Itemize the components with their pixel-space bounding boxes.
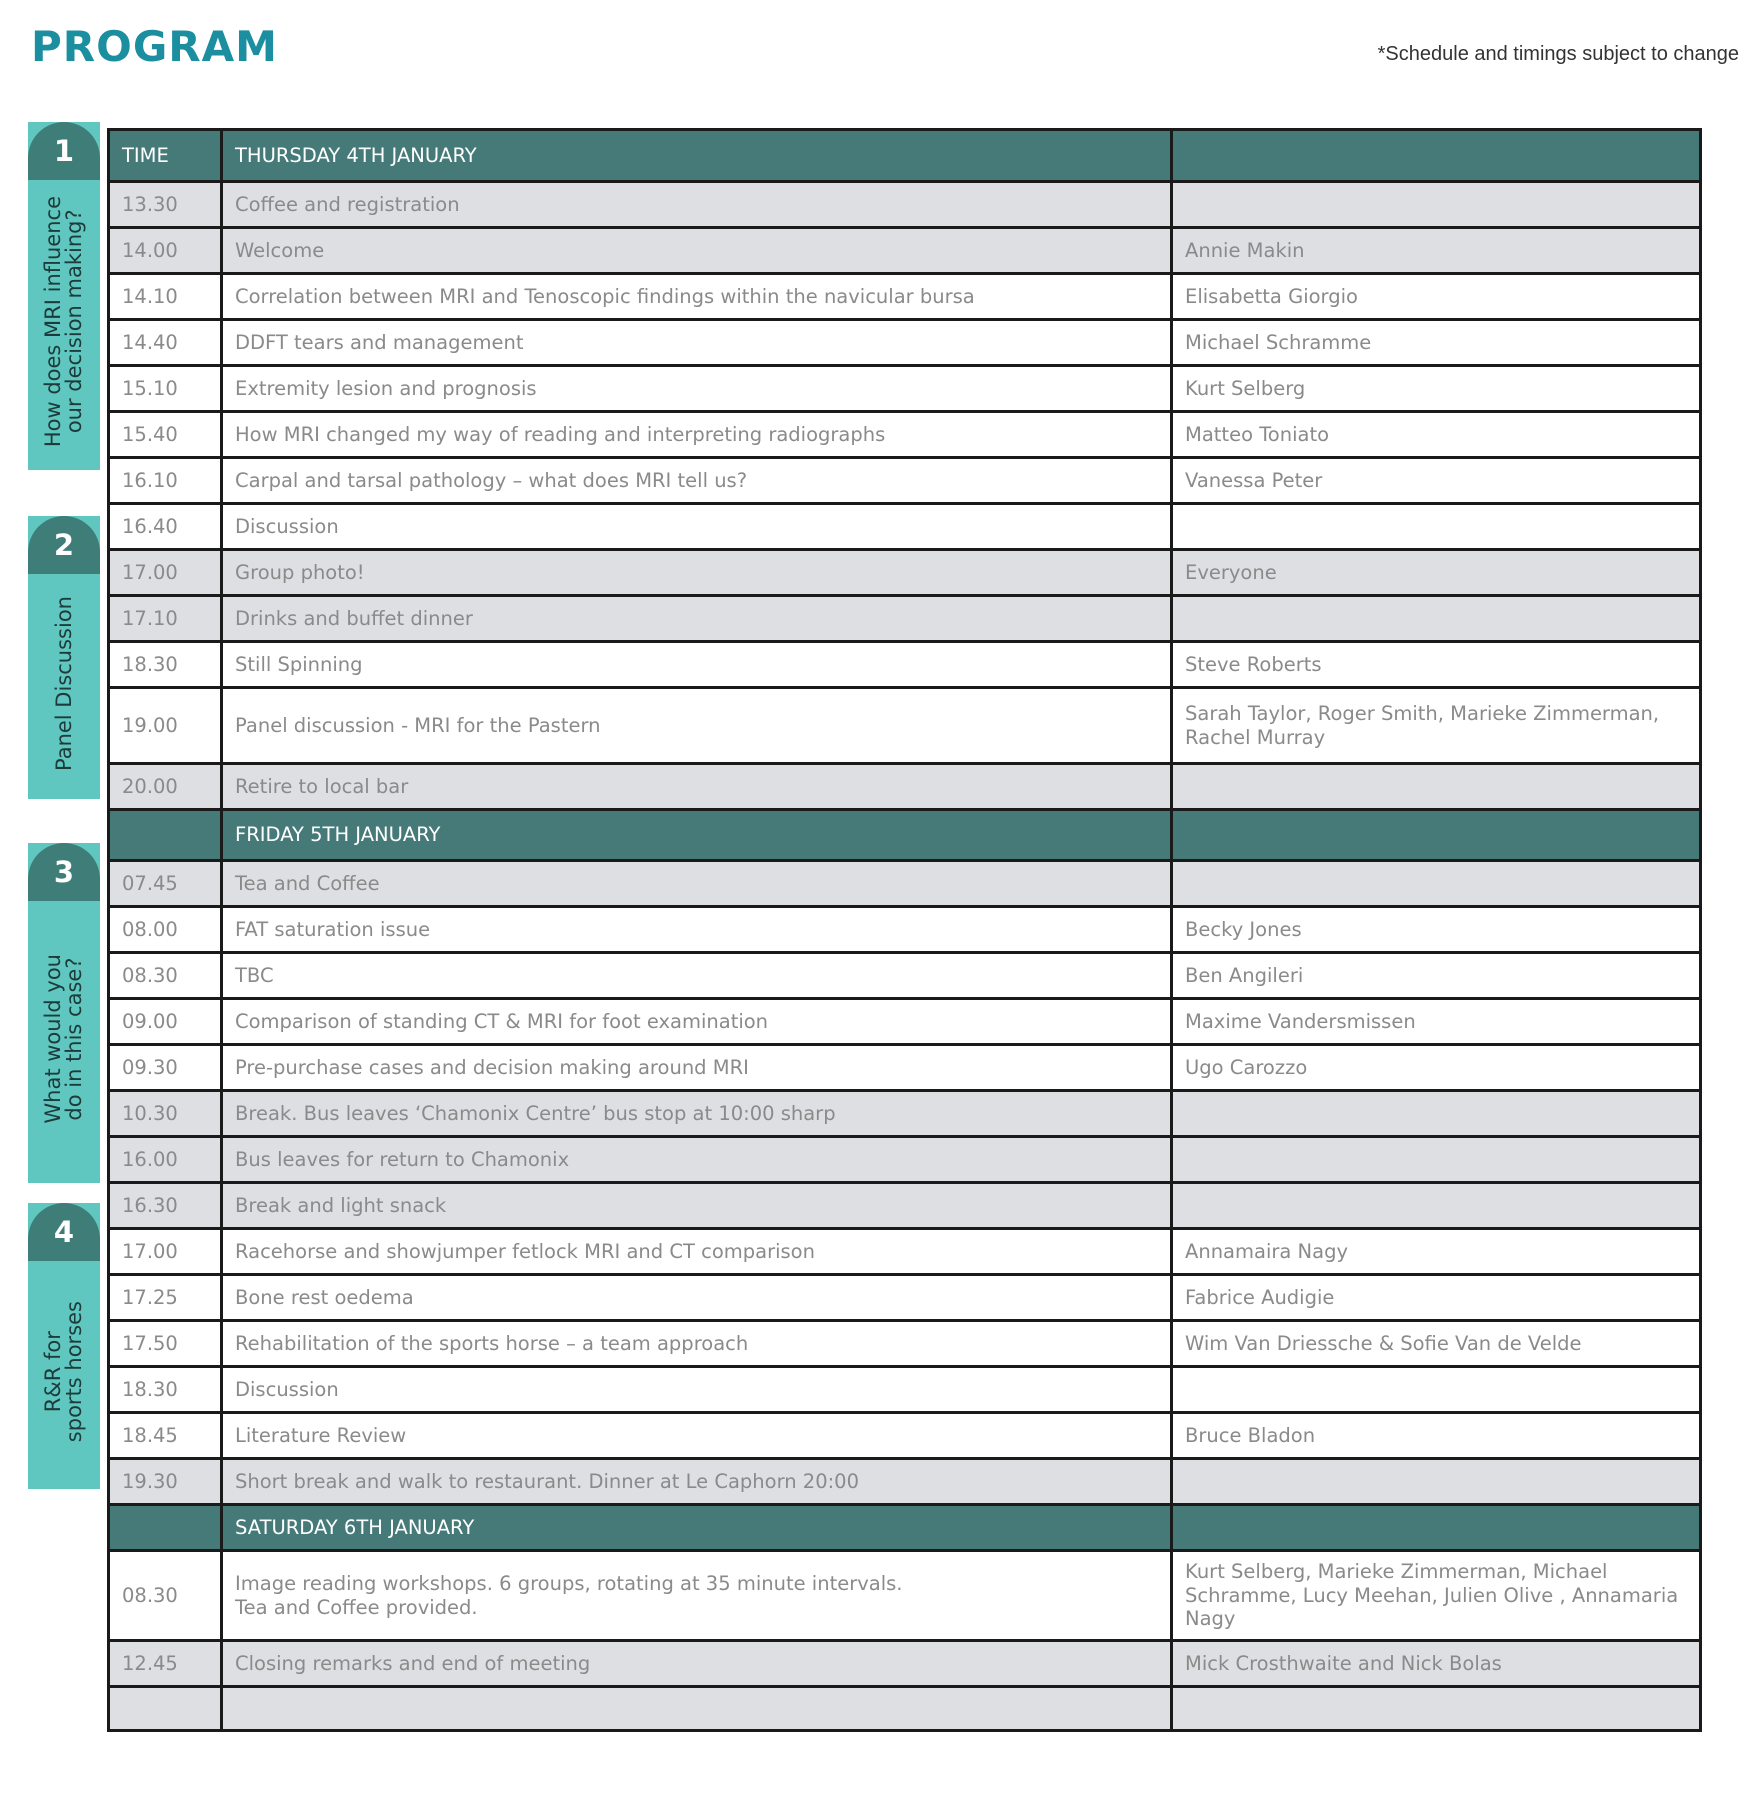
time-cell: 16.30	[110, 1184, 220, 1227]
speaker-cell: Steve Roberts	[1170, 643, 1699, 686]
page-title: PROGRAM	[31, 22, 278, 71]
session-cell: Rehabilitation of the sports horse – a team approach	[220, 1322, 1170, 1365]
time-cell: 17.50	[110, 1322, 220, 1365]
session-cell: Break and light snack	[220, 1184, 1170, 1227]
session-cell: Retire to local bar	[220, 765, 1170, 808]
speaker-cell: Mick Crosthwaite and Nick Bolas	[1170, 1642, 1699, 1685]
session-cell: Tea and Coffee	[220, 862, 1170, 905]
session-cell: DDFT tears and management	[220, 321, 1170, 364]
time-cell: 18.30	[110, 643, 220, 686]
session-cell: Discussion	[220, 505, 1170, 548]
table-row	[110, 1089, 1699, 1135]
time-cell: 15.40	[110, 413, 220, 456]
table-row	[110, 951, 1699, 997]
table-row	[110, 456, 1699, 502]
section-label: How does MRI influence our decision making?	[41, 196, 86, 448]
speaker-cell	[1170, 765, 1699, 808]
section-tab-2	[28, 516, 100, 799]
speaker-cell: Everyone	[1170, 551, 1699, 594]
speaker-cell	[1170, 183, 1699, 226]
speaker-cell	[1170, 1092, 1699, 1135]
time-cell: 08.00	[110, 908, 220, 951]
table-row	[110, 1043, 1699, 1089]
table-row	[110, 1227, 1699, 1273]
time-cell: 17.00	[110, 1230, 220, 1273]
time-cell: 09.30	[110, 1046, 220, 1089]
section-number: 3	[28, 843, 100, 901]
time-cell: 19.30	[110, 1460, 220, 1503]
time-cell: 16.00	[110, 1138, 220, 1181]
section-label: What would you do in this case?	[41, 954, 86, 1124]
session-cell: Comparison of standing CT & MRI for foot examination	[220, 1000, 1170, 1043]
table-row	[110, 1639, 1699, 1685]
session-cell	[220, 1688, 1170, 1729]
schedule-note: *Schedule and timings subject to change	[1377, 43, 1739, 65]
time-cell: 20.00	[110, 765, 220, 808]
speaker-cell: Michael Schramme	[1170, 321, 1699, 364]
table-row	[110, 859, 1699, 905]
speaker-cell	[1170, 1688, 1699, 1729]
table-row	[110, 226, 1699, 272]
day-header-row	[110, 1503, 1699, 1549]
speaker-cell: Ugo Carozzo	[1170, 1046, 1699, 1089]
table-row	[110, 1457, 1699, 1503]
speaker-cell	[1170, 1506, 1699, 1549]
time-cell: 09.00	[110, 1000, 220, 1043]
session-cell: FAT saturation issue	[220, 908, 1170, 951]
speaker-cell: Kurt Selberg, Marieke Zimmerman, Michael Schramme, Lucy Meehan, Julien Olive , Annamaria Nagy	[1170, 1552, 1699, 1639]
speaker-cell: Fabrice Audigie	[1170, 1276, 1699, 1319]
session-cell: SATURDAY 6TH JANUARY	[220, 1506, 1170, 1549]
table-row	[110, 1365, 1699, 1411]
session-cell: Discussion	[220, 1368, 1170, 1411]
session-cell: Image reading workshops. 6 groups, rotating at 35 minute intervals. Tea and Coffee provided.	[220, 1552, 1170, 1639]
session-cell: FRIDAY 5TH JANUARY	[220, 811, 1170, 859]
section-tab-3	[28, 843, 100, 1183]
speaker-cell	[1170, 862, 1699, 905]
speaker-cell: Annie Makin	[1170, 229, 1699, 272]
section-label: R&R for sports horses	[41, 1301, 86, 1443]
session-cell: Carpal and tarsal pathology – what does MRI tell us?	[220, 459, 1170, 502]
session-cell: Welcome	[220, 229, 1170, 272]
table-row	[110, 502, 1699, 548]
time-cell: 17.25	[110, 1276, 220, 1319]
session-cell: How MRI changed my way of reading and interpreting radiographs	[220, 413, 1170, 456]
day-header-row	[110, 131, 1699, 180]
time-cell: TIME	[110, 131, 220, 180]
time-cell	[110, 811, 220, 859]
time-cell: 08.30	[110, 954, 220, 997]
speaker-cell: Ben Angileri	[1170, 954, 1699, 997]
time-cell: 19.00	[110, 689, 220, 762]
session-cell: Correlation between MRI and Tenoscopic findings within the navicular bursa	[220, 275, 1170, 318]
session-cell: Coffee and registration	[220, 183, 1170, 226]
table-row	[110, 1135, 1699, 1181]
time-cell: 10.30	[110, 1092, 220, 1135]
table-row	[110, 548, 1699, 594]
speaker-cell: Becky Jones	[1170, 908, 1699, 951]
session-cell: Still Spinning	[220, 643, 1170, 686]
speaker-cell	[1170, 597, 1699, 640]
program-table	[107, 128, 1702, 1732]
table-row	[110, 1685, 1699, 1729]
section-number: 2	[28, 516, 100, 574]
table-row	[110, 905, 1699, 951]
time-cell: 07.45	[110, 862, 220, 905]
section-tab-4	[28, 1203, 100, 1489]
table-row	[110, 594, 1699, 640]
session-cell: Literature Review	[220, 1414, 1170, 1457]
table-row	[110, 997, 1699, 1043]
speaker-cell: Wim Van Driessche & Sofie Van de Velde	[1170, 1322, 1699, 1365]
table-row	[110, 1411, 1699, 1457]
time-cell: 12.45	[110, 1642, 220, 1685]
table-row	[110, 318, 1699, 364]
speaker-cell: Annamaira Nagy	[1170, 1230, 1699, 1273]
time-cell: 18.45	[110, 1414, 220, 1457]
table-row	[110, 410, 1699, 456]
time-cell: 14.10	[110, 275, 220, 318]
session-cell: Bone rest oedema	[220, 1276, 1170, 1319]
table-row	[110, 686, 1699, 762]
time-cell: 08.30	[110, 1552, 220, 1639]
speaker-cell: Sarah Taylor, Roger Smith, Marieke Zimmerman, Rachel Murray	[1170, 689, 1699, 762]
table-row	[110, 364, 1699, 410]
time-cell: 16.10	[110, 459, 220, 502]
session-cell: Panel discussion - MRI for the Pastern	[220, 689, 1170, 762]
speaker-cell: Bruce Bladon	[1170, 1414, 1699, 1457]
table-row	[110, 640, 1699, 686]
speaker-cell	[1170, 505, 1699, 548]
table-row	[110, 1273, 1699, 1319]
time-cell: 16.40	[110, 505, 220, 548]
time-cell: 14.00	[110, 229, 220, 272]
time-cell: 17.00	[110, 551, 220, 594]
time-cell: 18.30	[110, 1368, 220, 1411]
session-cell: Drinks and buffet dinner	[220, 597, 1170, 640]
speaker-cell: Kurt Selberg	[1170, 367, 1699, 410]
section-label: Panel Discussion	[51, 595, 76, 771]
speaker-cell	[1170, 1138, 1699, 1181]
table-row	[110, 1181, 1699, 1227]
session-cell: Pre-purchase cases and decision making around MRI	[220, 1046, 1170, 1089]
session-cell: Break. Bus leaves ‘Chamonix Centre’ bus stop at 10:00 sharp	[220, 1092, 1170, 1135]
table-row	[110, 1319, 1699, 1365]
speaker-cell: Matteo Toniato	[1170, 413, 1699, 456]
time-cell: 14.40	[110, 321, 220, 364]
session-cell: TBC	[220, 954, 1170, 997]
session-cell: Bus leaves for return to Chamonix	[220, 1138, 1170, 1181]
speaker-cell	[1170, 1460, 1699, 1503]
speaker-cell: Elisabetta Giorgio	[1170, 275, 1699, 318]
session-cell: THURSDAY 4TH JANUARY	[220, 131, 1170, 180]
section-tab-1	[28, 122, 100, 470]
speaker-cell	[1170, 1368, 1699, 1411]
time-cell	[110, 1506, 220, 1549]
session-cell: Group photo!	[220, 551, 1170, 594]
table-row	[110, 272, 1699, 318]
speaker-cell: Maxime Vandersmissen	[1170, 1000, 1699, 1043]
day-header-row	[110, 808, 1699, 859]
time-cell: 13.30	[110, 183, 220, 226]
speaker-cell	[1170, 1184, 1699, 1227]
speaker-cell	[1170, 811, 1699, 859]
speaker-cell	[1170, 131, 1699, 180]
session-cell: Short break and walk to restaurant. Dinner at Le Caphorn 20:00	[220, 1460, 1170, 1503]
time-cell	[110, 1688, 220, 1729]
session-cell: Extremity lesion and prognosis	[220, 367, 1170, 410]
time-cell: 15.10	[110, 367, 220, 410]
time-cell: 17.10	[110, 597, 220, 640]
speaker-cell: Vanessa Peter	[1170, 459, 1699, 502]
section-number: 4	[28, 1203, 100, 1261]
session-cell: Closing remarks and end of meeting	[220, 1642, 1170, 1685]
table-row	[110, 180, 1699, 226]
table-row	[110, 762, 1699, 808]
section-number: 1	[28, 122, 100, 180]
table-row	[110, 1549, 1699, 1639]
session-cell: Racehorse and showjumper fetlock MRI and CT comparison	[220, 1230, 1170, 1273]
